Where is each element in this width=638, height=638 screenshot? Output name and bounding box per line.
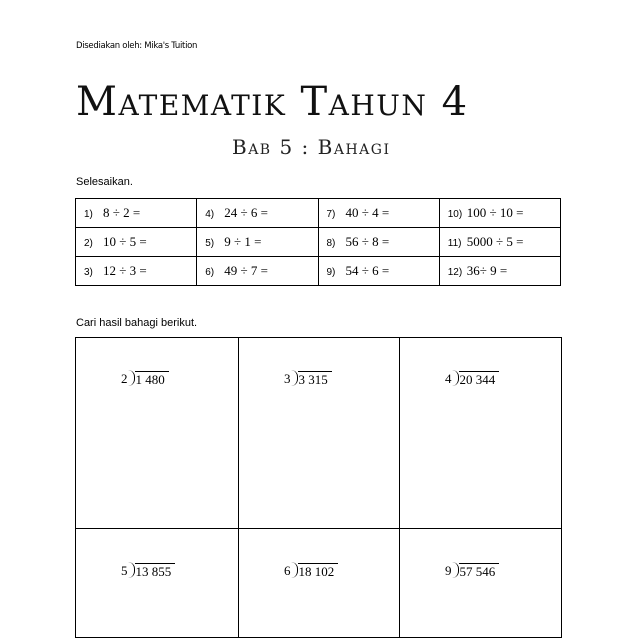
question-cell [197, 228, 318, 257]
dividend: 1 480 [135, 371, 169, 388]
long-division-problem [284, 371, 332, 388]
page-title: Matematik Tahun 4 [76, 79, 469, 125]
long-division-problem [284, 563, 338, 580]
dividend: 3 315 [298, 371, 332, 388]
question-number: 12) [447, 267, 463, 278]
question-expression: 49 ÷ 7 = [224, 263, 268, 278]
instruction-section-1: Selesaikan. [76, 176, 133, 188]
long-division-problem [445, 371, 499, 388]
question-cell [439, 257, 560, 286]
division-cell [400, 529, 562, 638]
question-expression: 12 ÷ 3 = [103, 263, 147, 278]
table-row [76, 199, 561, 228]
division-bracket [128, 370, 135, 386]
question-expression: 56 ÷ 8 = [345, 234, 390, 249]
division-cell [239, 529, 400, 638]
question-expression: 9 ÷ 1 = [224, 234, 262, 249]
instruction-section-2: Cari hasil bahagi berikut. [76, 317, 198, 329]
question-number: 5) [205, 238, 215, 249]
division-bracket [291, 370, 298, 386]
question-cell [318, 228, 439, 257]
credit-line: Disediakan oleh: Mika's Tuition [76, 41, 198, 51]
question-number: 10) [447, 209, 463, 220]
question-expression: 5000 ÷ 5 = [466, 234, 524, 249]
question-number: 11) [447, 238, 462, 249]
question-cell [197, 199, 318, 228]
table-row [76, 228, 561, 257]
division-bracket [452, 370, 459, 386]
question-expression: 10 ÷ 5 = [103, 234, 147, 249]
question-number: 1) [84, 209, 93, 220]
division-bracket [452, 562, 459, 578]
question-number: 7) [326, 209, 336, 220]
division-cell [76, 529, 239, 638]
long-division-problem [121, 371, 169, 388]
divisor: 6 [284, 563, 291, 578]
question-number: 4) [205, 209, 215, 220]
question-expression: 100 ÷ 10 = [466, 205, 524, 220]
division-bracket [291, 562, 298, 578]
divisor: 2 [121, 371, 128, 386]
question-number: 2) [84, 238, 93, 249]
question-number: 6) [205, 267, 215, 278]
question-expression: 54 ÷ 6 = [345, 263, 390, 278]
question-expression: 40 ÷ 4 = [345, 205, 390, 220]
dividend: 20 344 [459, 371, 500, 388]
question-expression: 8 ÷ 2 = [103, 205, 141, 220]
division-cell [400, 338, 562, 529]
divisor: 3 [284, 371, 291, 386]
question-number: 8) [326, 238, 336, 249]
question-expression: 24 ÷ 6 = [224, 205, 268, 220]
question-cell [76, 199, 197, 228]
question-cell [439, 228, 560, 257]
dividend: 18 102 [298, 563, 339, 580]
division-cell [76, 338, 239, 529]
question-number: 9) [326, 267, 336, 278]
question-cell [76, 257, 197, 286]
divisor: 4 [445, 371, 452, 386]
dividend: 57 546 [459, 563, 500, 580]
table-row [76, 257, 561, 286]
division-bracket [128, 562, 135, 578]
division-cell [239, 338, 400, 529]
divisor: 5 [121, 563, 128, 578]
long-division-problem [121, 563, 175, 580]
question-expression: 36÷ 9 = [466, 263, 508, 278]
long-division-problem [445, 563, 499, 580]
question-cell [318, 257, 439, 286]
question-number: 3) [84, 267, 93, 278]
questions-table [75, 198, 561, 286]
question-cell [439, 199, 560, 228]
question-cell [76, 228, 197, 257]
divisor: 9 [445, 563, 452, 578]
question-cell [318, 199, 439, 228]
dividend: 13 855 [135, 563, 176, 580]
question-cell [197, 257, 318, 286]
chapter-subtitle: Bab 5 : Bahagi [232, 135, 391, 159]
long-division-grid [75, 337, 562, 638]
